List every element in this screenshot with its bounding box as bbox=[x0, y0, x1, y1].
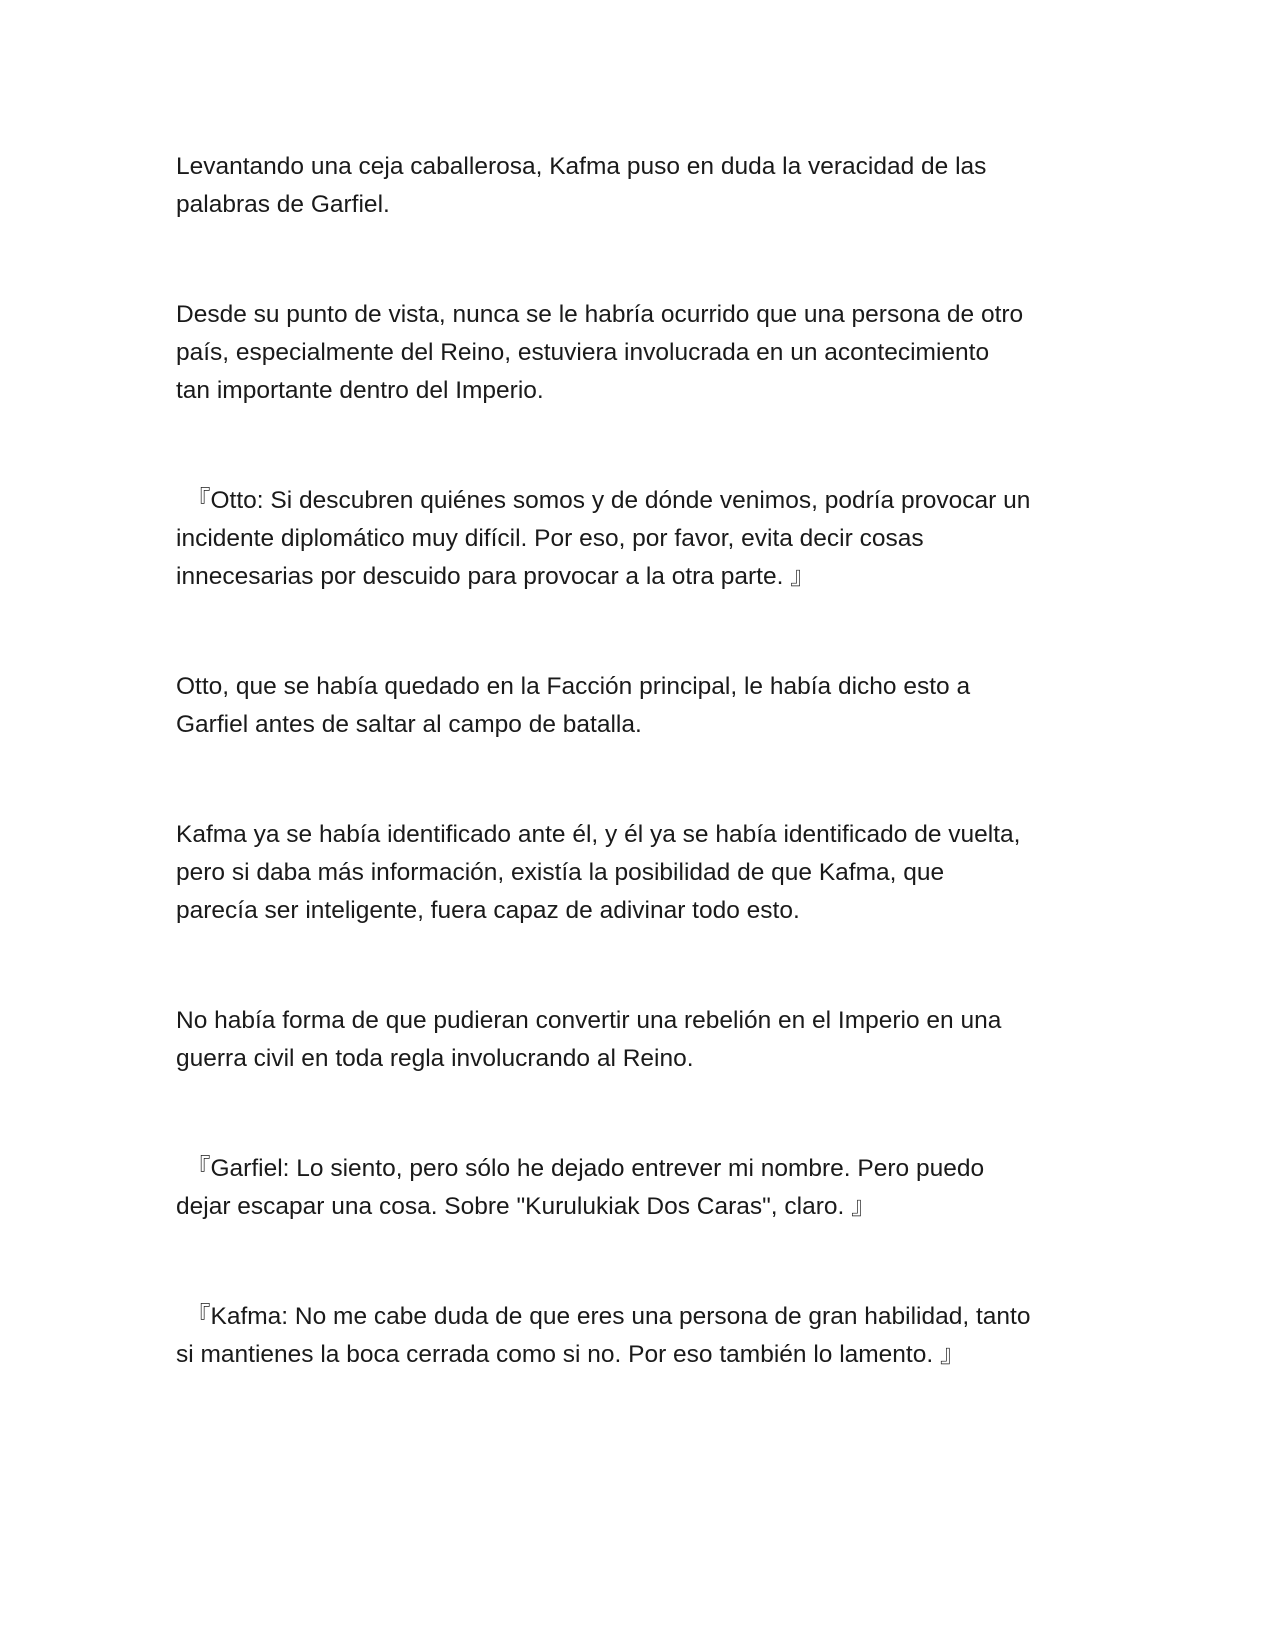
text-line: Kafma ya se había identificado ante él, y él ya se había identificado de vuelta, bbox=[176, 821, 1021, 848]
paragraph-narration-1 bbox=[176, 148, 1106, 224]
paragraph-narration-5 bbox=[176, 1002, 1106, 1078]
paragraph-dialogue-kafma bbox=[176, 1298, 1106, 1374]
text-line: Desde su punto de vista, nunca se le habría ocurrido que una persona de otro bbox=[176, 301, 1024, 328]
text-line: Levantando una ceja caballerosa, Kafma puso en duda la veracidad de las bbox=[176, 153, 987, 180]
text-line: 『Kafma: No me cabe duda de que eres una persona de gran habilidad, tanto bbox=[186, 1303, 1031, 1330]
text-line: No había forma de que pudieran convertir una rebelión en el Imperio en una bbox=[176, 1007, 1002, 1034]
text-line: guerra civil en toda regla involucrando al Reino. bbox=[176, 1045, 694, 1072]
text-line: dejar escapar una cosa. Sobre "Kurulukiak Dos Caras", claro. 』 bbox=[176, 1193, 876, 1220]
text-line: incidente diplomático muy difícil. Por eso, por favor, evita decir cosas bbox=[176, 525, 924, 552]
text-line: parecía ser inteligente, fuera capaz de adivinar todo esto. bbox=[176, 897, 800, 924]
text-line: 『Garfiel: Lo siento, pero sólo he dejado entrever mi nombre. Pero puedo bbox=[186, 1155, 985, 1182]
paragraph-narration-4 bbox=[176, 816, 1106, 930]
text-line: tan importante dentro del Imperio. bbox=[176, 377, 544, 404]
paragraph-dialogue-garfiel bbox=[176, 1150, 1106, 1226]
paragraph-narration-2 bbox=[176, 296, 1106, 410]
text-line: Garfiel antes de saltar al campo de batalla. bbox=[176, 711, 642, 738]
paragraph-narration-3 bbox=[176, 668, 1106, 744]
text-line: Otto, que se había quedado en la Facción principal, le había dicho esto a bbox=[176, 673, 971, 700]
text-line: palabras de Garfiel. bbox=[176, 191, 390, 218]
text-line: país, especialmente del Reino, estuviera involucrada en un acontecimiento bbox=[176, 339, 990, 366]
text-line: si mantienes la boca cerrada como si no. Por eso también lo lamento. 』 bbox=[176, 1341, 965, 1368]
text-line: pero si daba más información, existía la posibilidad de que Kafma, que bbox=[176, 859, 945, 886]
paragraph-dialogue-otto bbox=[176, 482, 1106, 596]
document-body bbox=[176, 148, 1106, 1374]
text-line: innecesarias por descuido para provocar a la otra parte. 』 bbox=[176, 563, 815, 590]
text-line: 『Otto: Si descubren quiénes somos y de dónde venimos, podría provocar un bbox=[186, 487, 1031, 514]
